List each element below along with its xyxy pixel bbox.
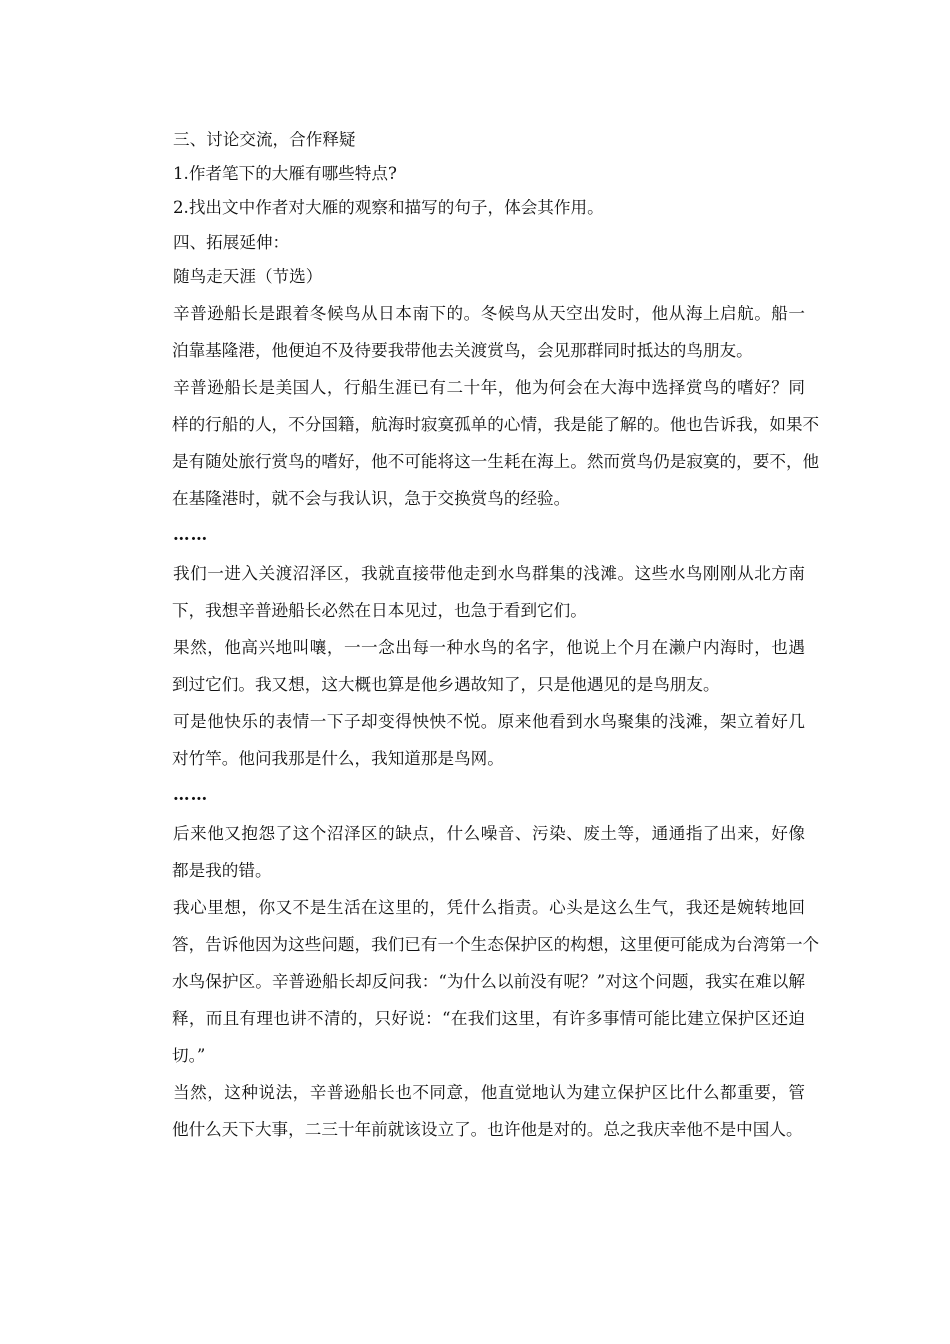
- question-2: 2.找出文中作者对大雁的观察和描写的句子，体会其作用。: [173, 198, 604, 217]
- paragraph-6-line-2: 都是我的错。: [172, 861, 272, 880]
- excerpt-title: 随鸟走天涯（节选）: [173, 267, 323, 286]
- paragraph-6-line-1: 后来他又抱怨了这个沼泽区的缺点，什么噪音、污染、废土等，通通指了出来，好像: [173, 824, 805, 843]
- paragraph-2-line-3: 是有随处旅行赏鸟的嗜好，他不可能将这一生耗在海上。然而赏鸟仍是寂寞的，要不，他: [172, 452, 820, 471]
- paragraph-5-line-2: 对竹竿。他问我那是什么，我知道那是鸟网。: [172, 749, 504, 768]
- paragraph-1-line-1: 辛普逊船长是跟着冬候鸟从日本南下的。冬候鸟从天空出发时，他从海上启航。船一: [173, 304, 805, 323]
- paragraph-7-line-4: 释，而且有理也讲不清的，只好说：“在我们这里，有许多事情可能比建立保护区还迫: [172, 1009, 805, 1028]
- paragraph-7-line-3: 水鸟保护区。辛普逊船长却反问我：“为什么以前没有呢？”对这个问题，我实在难以解: [172, 972, 805, 991]
- paragraph-2-line-1: 辛普逊船长是美国人，行船生涯已有二十年，他为何会在大海中选择赏鸟的嗜好？同: [173, 378, 805, 397]
- section-heading-4: 四、拓展延伸：: [173, 233, 290, 252]
- paragraph-4-line-1: 果然，他高兴地叫嚷，一一念出每一种水鸟的名字，他说上个月在濑户内海时，也遇: [173, 638, 805, 657]
- paragraph-4-line-2: 到过它们。我又想，这大概也算是他乡遇故知了，只是他遇见的是鸟朋友。: [172, 675, 720, 694]
- paragraph-7-line-5: 切。”: [172, 1046, 206, 1065]
- question-1: 1.作者笔下的大雁有哪些特点?: [173, 164, 397, 183]
- paragraph-2-line-2: 样的行船的人，不分国籍，航海时寂寞孤单的心情，我是能了解的。他也告诉我，如果不: [172, 415, 820, 434]
- paragraph-3-line-1: 我们一进入关渡沼泽区，我就直接带他走到水鸟群集的浅滩。这些水鸟刚刚从北方南: [173, 564, 805, 583]
- ellipsis-2: ……: [173, 784, 209, 804]
- paragraph-1-line-2: 泊靠基隆港，他便迫不及待要我带他去关渡赏鸟，会见那群同时抵达的鸟朋友。: [172, 341, 753, 360]
- paragraph-8-line-1: 当然，这种说法，辛普逊船长也不同意，他直觉地认为建立保护区比什么都重要，管: [173, 1083, 805, 1102]
- paragraph-2-line-4: 在基隆港时，就不会与我认识，急于交换赏鸟的经验。: [172, 489, 571, 508]
- paragraph-7-line-1: 我心里想，你又不是生活在这里的，凭什么指责。心头是这么生气，我还是婉转地回: [173, 898, 805, 917]
- section-heading-3: 三、讨论交流，合作释疑: [173, 130, 356, 149]
- paragraph-8-line-2: 他什么天下大事，二三十年前就该设立了。也许他是对的。总之我庆幸他不是中国人。: [172, 1120, 803, 1139]
- ellipsis-1: ……: [173, 524, 209, 544]
- paragraph-3-line-2: 下，我想辛普逊船长必然在日本见过，也急于看到它们。: [172, 601, 587, 620]
- paragraph-5-line-1: 可是他快乐的表情一下子却变得怏怏不悦。原来他看到水鸟聚集的浅滩，架立着好几: [173, 712, 805, 731]
- paragraph-7-line-2: 答，告诉他因为这些问题，我们已有一个生态保护区的构想，这里便可能成为台湾第一个: [172, 935, 820, 954]
